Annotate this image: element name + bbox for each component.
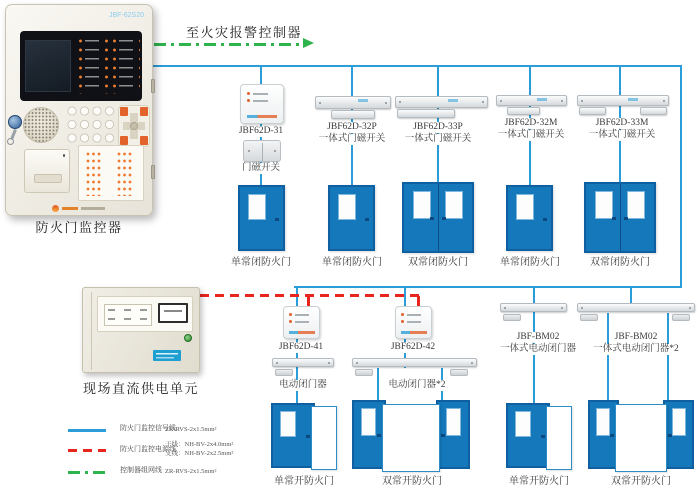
screw <box>399 101 401 103</box>
door-label: 双常闭防火门 <box>590 257 650 268</box>
switch-divider <box>262 143 263 161</box>
door-double-open <box>352 400 470 469</box>
module-led <box>289 320 292 323</box>
seal-logo <box>184 334 192 342</box>
printer-paper-slot <box>34 174 62 183</box>
door-window <box>515 411 531 437</box>
door-handle <box>441 434 445 437</box>
door-magnet-switch <box>243 140 281 162</box>
signal-drop-col7-left-leaf <box>377 368 379 401</box>
screw <box>328 362 330 364</box>
door-handle <box>430 217 434 220</box>
accessory-label: 电动闭门器 <box>279 380 327 390</box>
module-text-line <box>253 93 268 95</box>
device-type-label: 一体式门磁开关 <box>404 134 472 144</box>
electric-door-closer <box>272 358 334 367</box>
door-double-closed <box>402 182 474 253</box>
legend-network-spec: ZR-RVS-2x1.5mm² <box>165 468 217 475</box>
brand-logo-subtext <box>81 207 105 210</box>
door-handle <box>612 217 616 220</box>
module-logo <box>401 331 427 334</box>
door-single-closed <box>328 185 375 251</box>
cabinet-hinge <box>151 165 155 179</box>
numeric-keypad <box>66 105 116 146</box>
door-label: 单常闭防火门 <box>500 257 560 268</box>
brand-logo-text <box>62 207 78 210</box>
door-frame-panel <box>506 403 550 468</box>
screw <box>504 307 506 309</box>
screw <box>689 307 691 309</box>
door-label: 单常闭防火门 <box>231 257 291 268</box>
door-window <box>338 194 356 220</box>
device-model-label: JBF62D-33P <box>413 122 463 132</box>
screw <box>482 101 484 103</box>
module-led <box>401 313 404 316</box>
door-single-open <box>271 403 337 468</box>
door-window <box>445 191 463 219</box>
legend-power-line-sample <box>68 449 106 452</box>
thermal-printer <box>24 149 70 193</box>
door-frame-panel <box>663 400 694 469</box>
power-unit-caption: 现场直流供电单元 <box>82 381 200 396</box>
door-double-closed <box>584 182 656 253</box>
closer-arm <box>275 369 293 376</box>
magnet-strike-bar <box>331 110 375 119</box>
magnet-strike-bar <box>640 107 667 115</box>
screw <box>500 100 502 102</box>
door-handle <box>541 435 545 438</box>
door-handle <box>306 435 310 438</box>
screw <box>581 307 583 309</box>
door-frame-panel <box>352 400 386 469</box>
indicator-led-group <box>117 152 133 196</box>
module-logo <box>289 331 315 334</box>
closer-arm <box>450 369 468 376</box>
power-indicator-box <box>104 304 152 326</box>
printer-indicator <box>63 154 66 157</box>
voltage-meter <box>158 303 188 323</box>
magnet-switch-jbf62d-33m <box>577 95 669 106</box>
magnet-strike-bar <box>507 107 540 115</box>
door-handle <box>275 218 279 221</box>
door-handle <box>377 434 381 437</box>
module-led <box>289 313 292 316</box>
nav-ok-button <box>130 122 138 130</box>
accessory-label: 电动闭门器*2 <box>388 380 446 390</box>
open-door-leaf <box>546 406 572 470</box>
speaker-grille <box>23 107 59 143</box>
device-model-label: JBF62D-31 <box>238 126 284 136</box>
door-label: 双常开防火门 <box>382 476 442 487</box>
door-handle <box>624 217 628 220</box>
module-led <box>401 320 404 323</box>
device-type-label: 一体式门磁开关 <box>318 134 386 144</box>
legend-power-label: 防火门监控电源线 <box>120 445 176 453</box>
power-line <box>200 294 420 297</box>
screw <box>274 150 276 152</box>
magnet-strike-bar <box>579 107 606 115</box>
door-single-closed <box>506 185 553 251</box>
device-model-label: JBF-BM02 <box>516 332 560 342</box>
legend-power-spec-main: 干线：NH-BV-2x4.0mm² <box>165 441 234 448</box>
meter-scale <box>164 310 182 312</box>
monitor-display-panel <box>20 31 142 101</box>
door-label: 双常闭防火门 <box>408 257 468 268</box>
legend-network-label: 控制器组网线 <box>120 466 162 474</box>
brand-logo-icon <box>52 205 59 212</box>
integrated-closer-jbf-bm02-double <box>577 303 695 312</box>
door-split-line <box>620 184 621 251</box>
device-model-label: JBF62D-32M <box>504 118 558 128</box>
module-logo <box>247 115 277 118</box>
input-module-jbf62d-31 <box>240 84 284 124</box>
door-label: 单常开防火门 <box>509 476 569 487</box>
device-model-label: JBF62D-32P <box>327 122 377 132</box>
module-text-line <box>407 314 421 316</box>
screw <box>663 100 665 102</box>
door-label: 单常闭防火门 <box>322 257 382 268</box>
door-window <box>627 191 645 219</box>
device-model-label: JBF-BM02 <box>614 332 658 342</box>
screw <box>581 100 583 102</box>
closer-arm <box>503 314 521 321</box>
screw <box>356 362 358 364</box>
signal-bus-top <box>152 65 682 67</box>
legend-network-line-sample <box>68 471 106 474</box>
signal-drop-col9-left-leaf <box>607 313 609 401</box>
screw <box>276 362 278 364</box>
module-led <box>247 99 250 102</box>
closer-arm <box>580 314 598 321</box>
module-text-line <box>407 321 421 323</box>
device-logo-chip <box>537 98 547 101</box>
key-lock <box>8 115 22 129</box>
signal-drop-col9-right-leaf <box>667 313 669 401</box>
door-handle <box>442 217 446 220</box>
electric-door-closer-double <box>352 358 477 367</box>
open-door-leaves <box>382 404 440 472</box>
indicator-led-group <box>86 152 102 196</box>
device-type-label: 一体式电动闭门器 <box>499 344 577 354</box>
module-text-line <box>295 321 309 323</box>
door-window <box>596 408 610 436</box>
door-double-open <box>588 400 694 469</box>
device-model-label: JBF62D-33M <box>595 118 649 128</box>
closer-arm <box>355 369 373 376</box>
legend-signal-label: 防火门监控信号线 <box>120 424 176 432</box>
label-sticker <box>153 350 181 361</box>
arrow-right-icon <box>303 38 314 48</box>
door-window <box>280 411 296 437</box>
screw <box>385 102 387 104</box>
closer-arm <box>672 314 690 321</box>
monitor-led-column-right <box>112 38 140 94</box>
device-model-label: JBF62D-41 <box>278 342 324 352</box>
magnet-switch-jbf62d-33p <box>395 96 488 108</box>
magnet-switch-jbf62d-32p <box>315 96 391 109</box>
screw <box>319 102 321 104</box>
open-door-leaves <box>615 404 667 472</box>
door-window <box>516 194 534 220</box>
screw <box>561 307 563 309</box>
monitor-caption: 防火门监控器 <box>35 220 123 235</box>
module-text-line <box>295 314 309 316</box>
device-logo-chip <box>628 98 638 101</box>
brand-logo <box>52 205 105 211</box>
signal-bus-right-drop <box>680 65 682 288</box>
closer-module-jbf62d-41 <box>283 306 320 339</box>
key-ring <box>7 138 14 145</box>
device-logo-chip <box>448 99 458 102</box>
navigation-pad <box>118 105 150 147</box>
device-type-label: 一体式门磁开关 <box>497 130 565 140</box>
legend-power-spec-branch: 支线：NH-BV-2x2.5mm² <box>165 450 234 457</box>
module-led <box>247 92 250 95</box>
module-text-line <box>253 100 268 102</box>
zone-indicator-panel <box>78 145 144 201</box>
screw <box>561 100 563 102</box>
device-type-label: 一体式门磁开关 <box>588 130 656 140</box>
fire-door-monitor-cabinet <box>5 4 153 216</box>
door-handle <box>543 218 547 221</box>
door-window <box>248 194 266 220</box>
screw <box>248 150 250 152</box>
to-controller-label: 至火灾报警控制器 <box>186 25 303 40</box>
door-single-open <box>506 403 572 468</box>
monitor-led-column-left <box>78 38 108 94</box>
door-window <box>672 408 686 436</box>
signal-bus-bottom <box>294 286 682 288</box>
cabinet-door-seam <box>91 292 92 370</box>
signal-drop-col9 <box>630 288 632 303</box>
screw <box>471 362 473 364</box>
door-label: 单常开防火门 <box>274 476 334 487</box>
integrated-closer-jbf-bm02 <box>500 303 567 312</box>
door-frame-panel <box>436 400 470 469</box>
power-unit-panel <box>97 296 193 332</box>
legend-signal-line-sample <box>68 429 106 432</box>
closer-module-jbf62d-42 <box>395 306 432 339</box>
door-window <box>413 191 431 219</box>
door-handle <box>365 218 369 221</box>
device-type-label: 一体式电动闭门器*2 <box>593 344 679 354</box>
door-label: 双常开防火门 <box>611 476 671 487</box>
door-window <box>361 408 376 436</box>
door-window <box>446 408 461 436</box>
accessory-label: 门磁开关 <box>241 163 281 173</box>
door-window <box>595 191 613 219</box>
open-door-leaf <box>311 406 337 470</box>
monitor-model-text: JBF-62S20 <box>108 12 144 19</box>
device-logo-chip <box>358 99 368 102</box>
network-line-to-controller <box>154 43 304 46</box>
monitor-lcd-screen <box>25 40 71 92</box>
door-frame-panel <box>271 403 315 468</box>
magnet-switch-jbf62d-32m <box>496 95 567 106</box>
cabinet-hinge <box>151 79 155 93</box>
legend-signal-spec: ZR-RVS-2x1.5mm² <box>165 426 217 433</box>
door-split-line <box>438 184 439 251</box>
door-single-closed <box>238 185 285 251</box>
door-handle <box>610 434 614 437</box>
dc-power-unit-cabinet <box>82 287 200 373</box>
magnet-strike-bar <box>397 109 455 118</box>
door-handle <box>668 434 672 437</box>
device-model-label: JBF62D-42 <box>390 342 436 352</box>
